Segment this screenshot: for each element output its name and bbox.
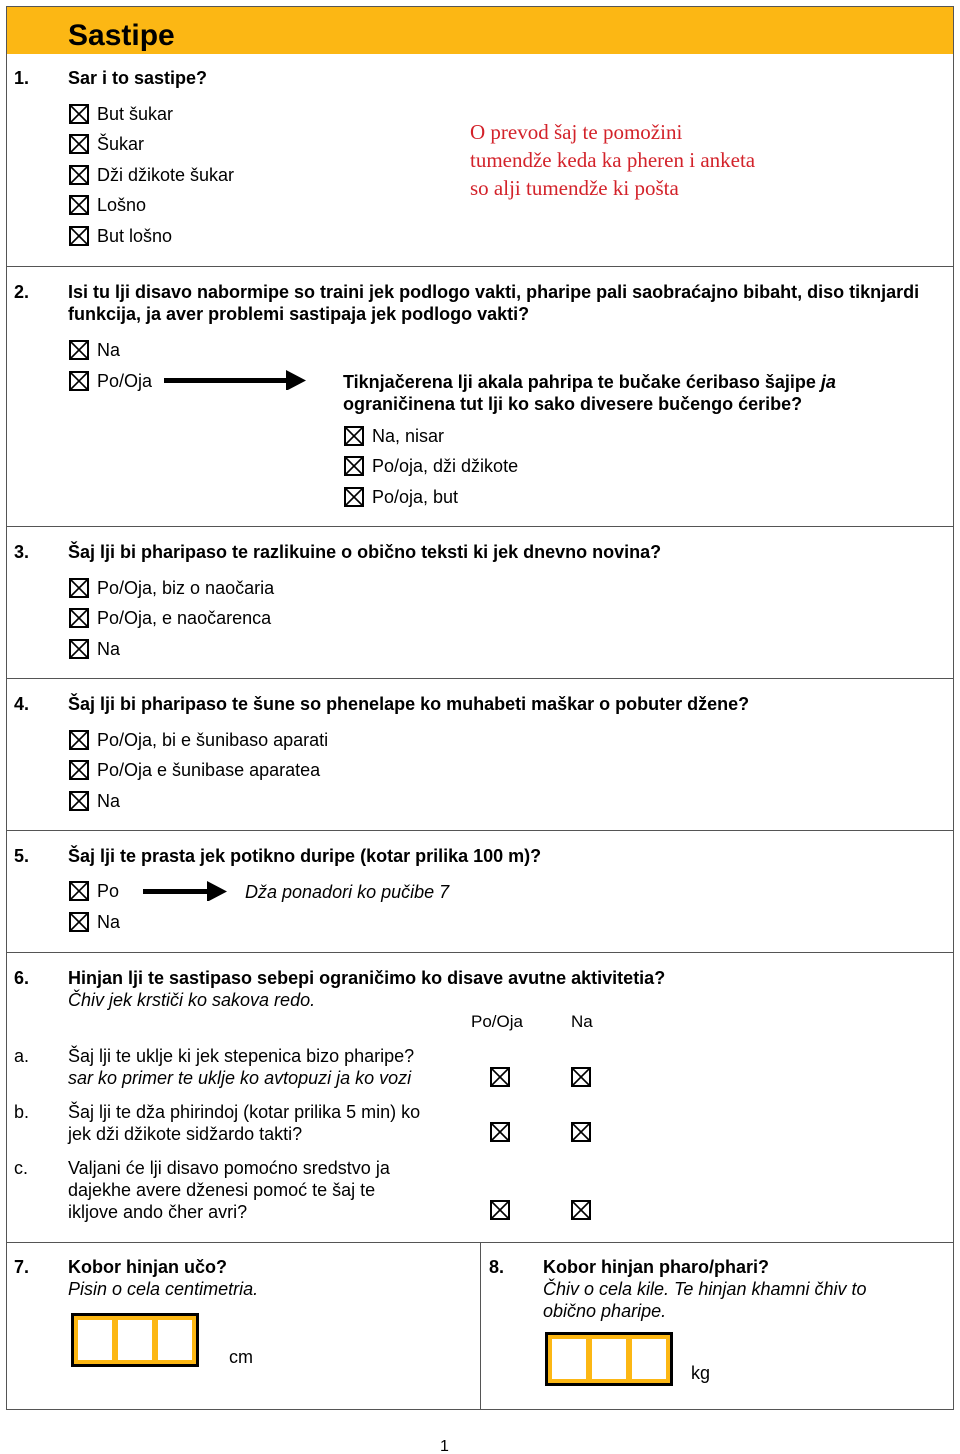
checkbox-icon[interactable] [69, 912, 89, 932]
checkbox-icon[interactable] [69, 104, 89, 124]
q6-item-text: jek dži džikote sidžardo takti? [68, 1124, 303, 1144]
q6-item-text: Valjani će lji disavo pomoćno sredstvo ja [68, 1158, 390, 1178]
weight-entry-boxes[interactable] [545, 1332, 673, 1386]
q4-option[interactable]: Po/Oja e šunibase aparatea [69, 758, 320, 782]
q6-instruction: Čhiv jek krstiči ko sakova redo. [68, 990, 316, 1010]
q8-number: 8. [489, 1257, 505, 1277]
digit-box[interactable] [118, 1320, 152, 1360]
checkbox-icon[interactable] [69, 134, 89, 154]
digit-box[interactable] [78, 1320, 112, 1360]
digit-box[interactable] [592, 1339, 626, 1379]
page-title: Sastipe [68, 19, 175, 52]
q5-text: Šaj lji te prasta jek potikno duripe (kotar prilika 100 m)? [68, 846, 542, 866]
divider [6, 678, 954, 679]
unit-cm: cm [229, 1347, 253, 1367]
checkbox-icon[interactable] [571, 1122, 593, 1144]
checkbox-icon[interactable] [69, 371, 89, 391]
checkbox-icon[interactable] [344, 456, 364, 476]
q1-option[interactable]: Dži džikote šukar [69, 163, 234, 187]
q1-option[interactable]: But lošno [69, 224, 172, 248]
column-header-no: Na [571, 1012, 593, 1031]
q6-item-letter: b. [14, 1102, 30, 1122]
digit-box[interactable] [158, 1320, 192, 1360]
height-entry-boxes[interactable] [71, 1313, 199, 1367]
column-divider [480, 1242, 481, 1410]
q2-number: 2. [14, 282, 30, 302]
checkbox-icon[interactable] [490, 1067, 512, 1089]
q1-option[interactable]: Lošno [69, 193, 146, 217]
arrow-right-icon [143, 881, 227, 901]
q5-number: 5. [14, 846, 30, 866]
q8-text: Kobor hinjan pharo/phari? [543, 1257, 769, 1277]
digit-box[interactable] [632, 1339, 666, 1379]
checkbox-icon[interactable] [69, 608, 89, 628]
q5-option[interactable]: Po [69, 879, 119, 903]
checkbox-icon[interactable] [571, 1200, 593, 1222]
q2-followup-option[interactable]: Po/oja, but [344, 485, 458, 509]
q1-option[interactable]: Šukar [69, 132, 144, 156]
q1-text: Sar i to sastipe? [68, 68, 208, 88]
checkbox-icon[interactable] [69, 165, 89, 185]
divider [6, 952, 954, 953]
checkbox-icon[interactable] [69, 730, 89, 750]
q7-number: 7. [14, 1257, 30, 1277]
divider [6, 266, 954, 267]
q3-option[interactable]: Po/Oja, e naočarenca [69, 606, 271, 630]
q6-number: 6. [14, 968, 30, 988]
q6-item-text: Šaj lji te uklje ki jek stepenica bizo pharipe? [68, 1046, 415, 1066]
checkbox-icon[interactable] [344, 487, 364, 507]
checkbox-icon[interactable] [69, 340, 89, 360]
checkbox-icon[interactable] [69, 791, 89, 811]
checkbox-icon[interactable] [69, 226, 89, 246]
q5-option[interactable]: Na [69, 910, 120, 934]
q3-number: 3. [14, 542, 30, 562]
unit-kg: kg [691, 1363, 711, 1383]
checkbox-icon[interactable] [69, 195, 89, 215]
checkbox-icon[interactable] [490, 1200, 512, 1222]
q3-text: Šaj lji bi pharipaso te razlikuine o obično teksti ki jek dnevno novina? [68, 542, 662, 562]
q1-number: 1. [14, 68, 30, 88]
digit-box[interactable] [552, 1339, 586, 1379]
q4-number: 4. [14, 694, 30, 714]
q3-option[interactable]: Po/Oja, biz o naočaria [69, 576, 274, 600]
q6-text: Hinjan lji te sastipaso sebepi ograničimo ko disave avutne aktivitetia? [68, 968, 666, 988]
arrow-right-icon [164, 370, 306, 390]
q6-item-text: dajekhe avere dženesi pomoć te šaj te [68, 1180, 376, 1200]
q6-item-text: Šaj lji te dža phirindoj (kotar prilika 5 min) ko [68, 1102, 421, 1122]
q8-instruction: obično pharipe. [543, 1301, 667, 1321]
checkbox-icon[interactable] [69, 639, 89, 659]
q2-option[interactable]: Po/Oja [69, 369, 152, 393]
q6-item-letter: c. [14, 1158, 29, 1178]
q7-text: Kobor hinjan učo? [68, 1257, 227, 1277]
q2-followup-option[interactable]: Na, nisar [344, 424, 444, 448]
translation-note: O prevod šaj te pomožini tumendže keda ka pheren i anketa so alji tumendže ki pošta [470, 120, 756, 200]
checkbox-icon[interactable] [344, 426, 364, 446]
q7-instruction: Pisin o cela centimetria. [68, 1279, 259, 1299]
q1-option[interactable]: But šukar [69, 102, 173, 126]
checkbox-icon[interactable] [69, 881, 89, 901]
column-header-yes: Po/Oja [471, 1012, 523, 1031]
checkbox-icon[interactable] [69, 760, 89, 780]
q6-item-letter: a. [14, 1046, 30, 1066]
q2-followup-option[interactable]: Po/oja, dži džikote [344, 454, 518, 478]
q5-goto-instruction: Dža ponadori ko pučibe 7 [245, 882, 450, 902]
q2-followup-text: Tiknjačerena lji akala pahripa te bučake ćeribaso šajipe ja ograničinena tut lji ko sako divesere bučengo ćeribe? [343, 372, 836, 414]
q8-instruction: Čhiv o cela kile. Te hinjan khamni čhiv to [543, 1279, 867, 1299]
q4-option[interactable]: Po/Oja, bi e šunibaso aparati [69, 728, 328, 752]
checkbox-icon[interactable] [571, 1067, 593, 1089]
divider [6, 830, 954, 831]
q2-option[interactable]: Na [69, 338, 120, 362]
q3-option[interactable]: Na [69, 637, 120, 661]
q6-item-hint: sar ko primer te uklje ko avtopuzi ja ko vozi [68, 1068, 412, 1088]
q6-item-text: ikljove ando čher avri? [68, 1202, 248, 1222]
q4-text: Šaj lji bi pharipaso te šune so phenelape ko muhabeti maškar o pobuter džene? [68, 694, 750, 714]
checkbox-icon[interactable] [490, 1122, 512, 1144]
page-number: 1 [440, 1438, 449, 1454]
q4-option[interactable]: Na [69, 789, 120, 813]
checkbox-icon[interactable] [69, 578, 89, 598]
divider [6, 526, 954, 527]
q2-text: Isi tu lji disavo nabormipe so traini jek podlogo vakti, pharipe pali saobraćajno bibaht, diso tiknjardi funkcija, ja aver problemi sastipaja jek podlogo vakti? [68, 282, 920, 324]
